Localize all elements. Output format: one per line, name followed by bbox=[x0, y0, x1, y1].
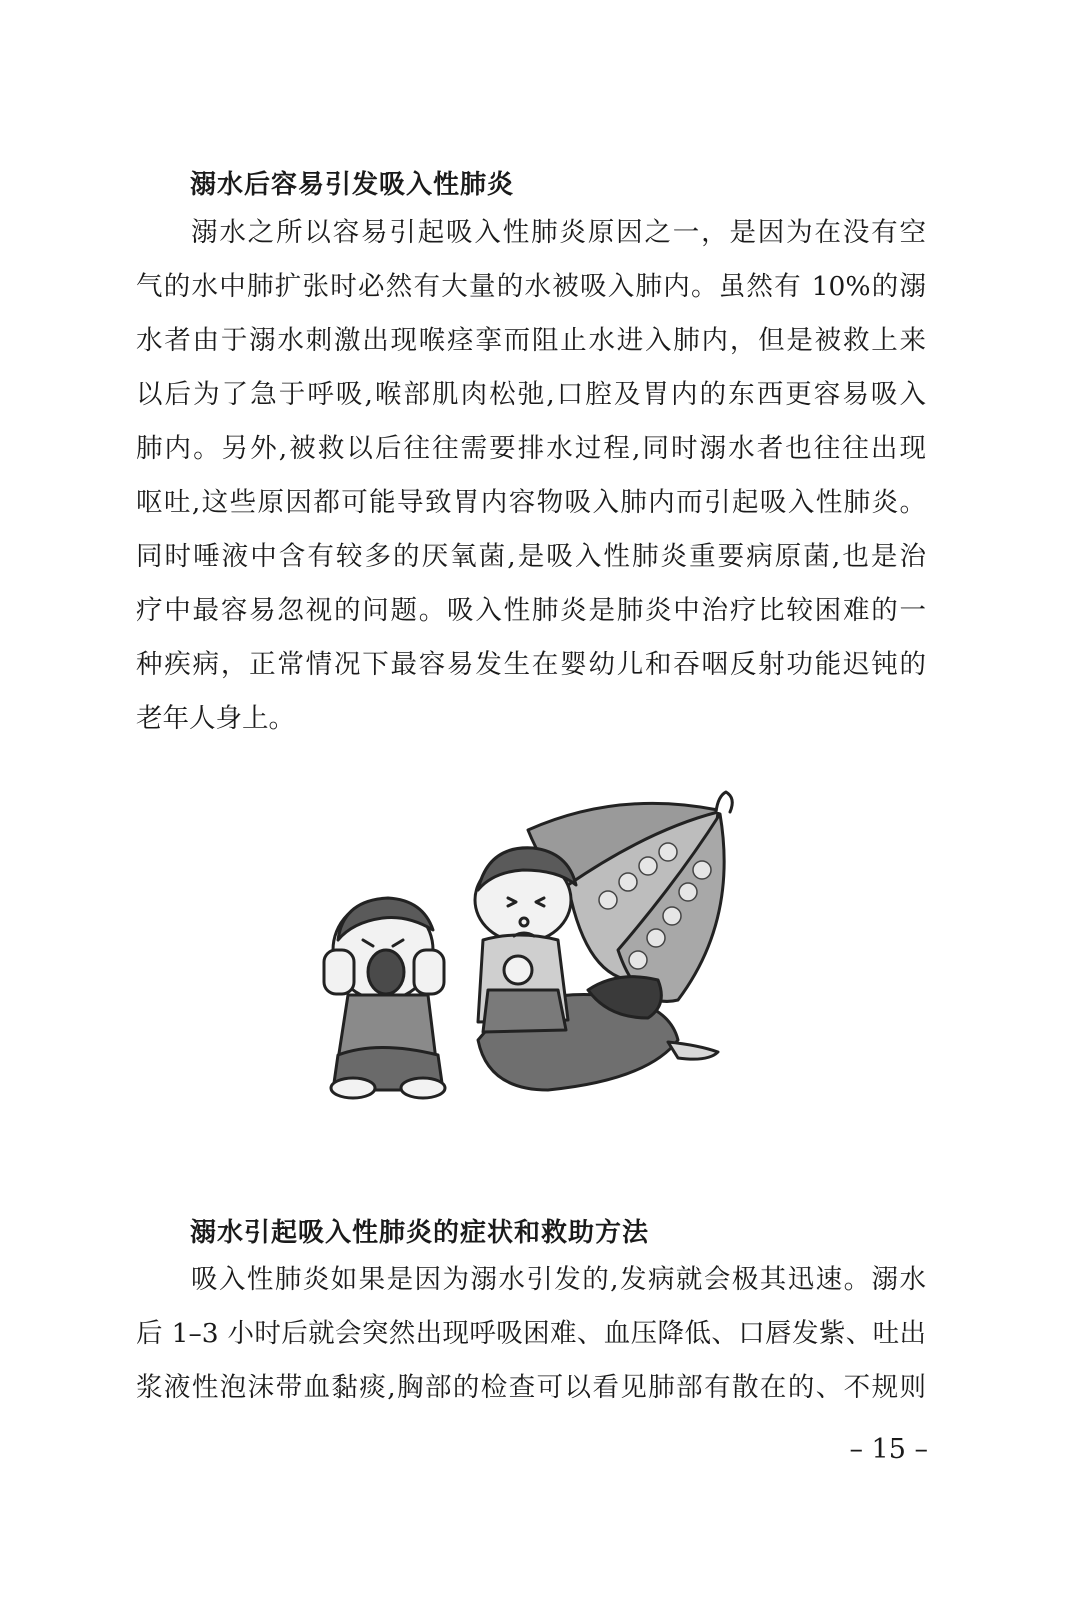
paragraph-line: 浆液性泡沫带血黏痰,胸部的检查可以看见肺部有散在的、不规则 bbox=[136, 1372, 926, 1403]
paragraph-line: 种疾病，正常情况下最容易发生在婴幼儿和吞咽反射功能迟钝的 bbox=[136, 649, 926, 680]
paragraph-line: 吸入性肺炎如果是因为溺水引发的,发病就会极其迅速。溺水 bbox=[191, 1264, 926, 1295]
paragraph-line: 老年人身上。 bbox=[136, 703, 295, 734]
paragraph-aspiration-cause bbox=[136, 206, 926, 746]
page-number: – 15 – bbox=[849, 1434, 928, 1465]
section-heading-symptoms-and-rescue: 溺水引起吸入性肺炎的症状和救助方法 bbox=[190, 1218, 650, 1248]
paragraph-line: 以后为了急于呼吸,喉部肌肉松弛,口腔及胃内的东西更容易吸入 bbox=[136, 379, 926, 410]
paragraph-line: 溺水之所以容易引起吸入性肺炎原因之一，是因为在没有空 bbox=[191, 217, 926, 248]
paragraph-line: 呕吐,这些原因都可能导致胃内容物吸入肺内而引起吸入性肺炎。 bbox=[136, 487, 926, 518]
cartoon-drowning-illustration-icon bbox=[318, 790, 768, 1100]
paragraph-line: 后 1–3 小时后就会突然出现呼吸困难、血压降低、口唇发紫、吐出 bbox=[136, 1318, 926, 1349]
paragraph-line: 疗中最容易忽视的问题。吸入性肺炎是肺炎中治疗比较困难的一 bbox=[136, 595, 926, 626]
paragraph-line: 同时唾液中含有较多的厌氧菌,是吸入性肺炎重要病原菌,也是治 bbox=[136, 541, 926, 572]
paragraph-line: 水者由于溺水刺激出现喉痉挛而阻止水进入肺内，但是被救上来 bbox=[136, 325, 926, 356]
paragraph-line: 气的水中肺扩张时必然有大量的水被吸入肺内。虽然有 10%的溺 bbox=[136, 271, 926, 302]
cartoon-illustration bbox=[318, 790, 768, 1100]
section-heading-aspiration-pneumonia: 溺水后容易引发吸入性肺炎 bbox=[190, 170, 515, 200]
paragraph-line: 肺内。另外,被救以后往往需要排水过程,同时溺水者也往往出现 bbox=[136, 433, 926, 464]
paragraph-symptoms bbox=[136, 1253, 926, 1415]
